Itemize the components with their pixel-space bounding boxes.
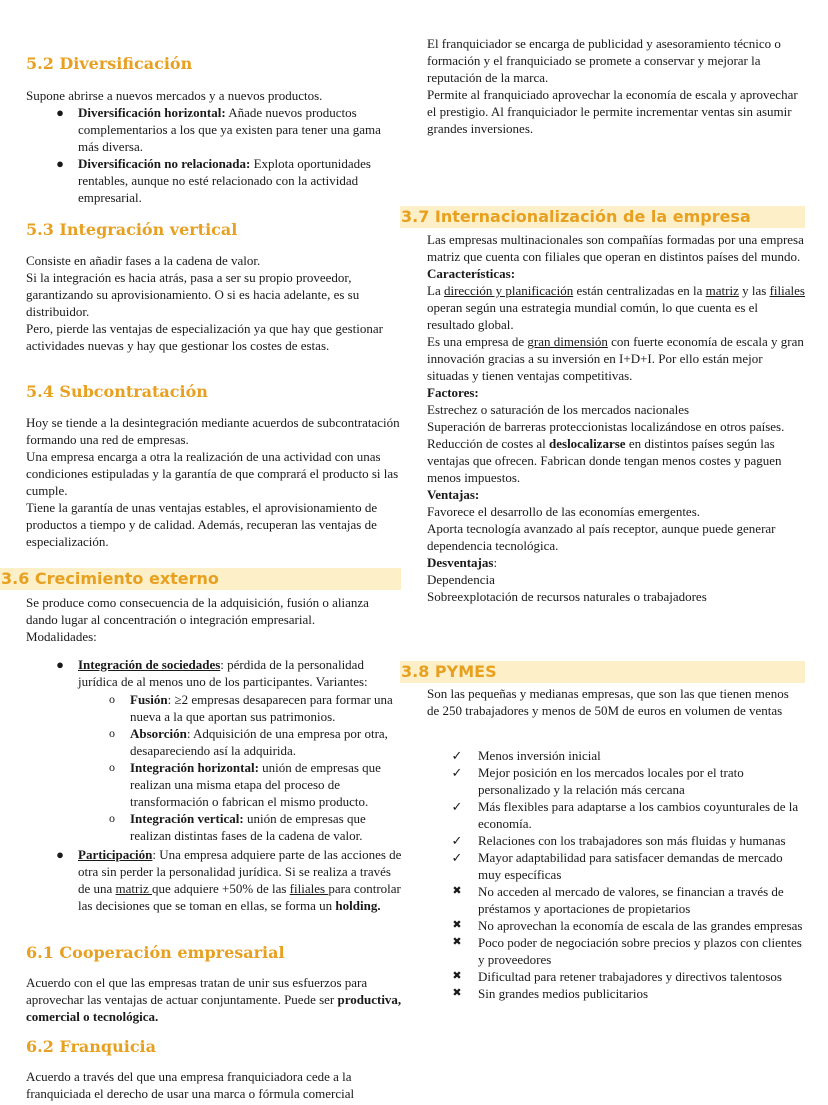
con-item: ✖ Sin grandes medios publicitarios (478, 985, 804, 1002)
s62-body: Acuerdo a través del que una empresa franquiciadora cede a la franquiciada el derecho de usar una marca o fórmula comercial (26, 1069, 355, 1101)
bullet-icon: ● (56, 156, 64, 171)
heading-5-3: 5.3 Integración vertical (26, 220, 238, 239)
con-item: ✖ No aprovechan la economía de escala de las grandes empresas (478, 917, 804, 934)
con-item: ✖ Dificultad para retener trabajadores y directivos talentosos (478, 968, 804, 985)
s37-caracteristicas: La dirección y planificación están centralizadas en la matriz y las filiales operan según una estrategia mundial común, lo que cuenta es el resultado global. (427, 283, 805, 332)
check-icon: ✓ (451, 765, 463, 780)
s53-body: Consiste en añadir fases a la cadena de valor. Si la integración es hacia atrás, pasa a ser su propio proveedor, garantizando su aprovisionamiento. O si es hacia adelante, es su distribuidor. Pero, pierde las ventajas de especialización ya que hay que gestionar actividades nuevas y hay que gestionar los costes de estas. (26, 253, 383, 353)
franquicia-continued: El franquiciador se encarga de publicidad y asesoramiento técnico o formación y el franquiciado se promete a conservar y mejorar la reputación de la marca. Permite al franquiciado aprovechar la economía de escala y aprovechar el prestigio. Al franquiciador le permite incrementar ventas sin asumir grandes inversiones. (427, 36, 798, 136)
s36-intro: Se produce como consecuencia de la adquisición, fusión o alianza dando lugar al concentración o integración empresarial. Modalidades: (26, 595, 369, 644)
s52-item-no-relacionada: ● Diversificación no relacionada: Explota oportunidades rentables, aunque no esté relacionado con la actividad empresarial. (78, 155, 403, 206)
circle-bullet-icon: o (109, 692, 115, 706)
heading-3-8: 3.8 PYMES (400, 661, 805, 683)
s52-intro: Supone abrirse a nuevos mercados y a nuevos productos. (26, 88, 323, 103)
pro-item: ✓ Más flexibles para adaptarse a los cambios coyunturales de la economía. (451, 799, 799, 831)
bullet-icon: ● (56, 657, 64, 672)
s36-participacion: ● Participación: Una empresa adquiere parte de las acciones de otra sin perder la personalidad jurídica. Si se realiza a través de una matriz que adquiere +50% de las filiales para controlar las decisiones que se toman en ellas, se forma un holding. (78, 846, 403, 914)
cross-icon: ✖ (452, 885, 462, 897)
s36-variants (109, 691, 402, 844)
heading-6-2: 6.2 Franquicia (26, 1037, 156, 1056)
s36-integracion: ● Integración de sociedades: pérdida de la personalidad jurídica de al menos uno de los participantes. Variantes: (78, 656, 403, 690)
s54-body: Hoy se tiende a la desintegración mediante acuerdos de subcontratación formando una red de empresas. Una empresa encarga a otra la realización de una actividad con unas condiciones estipuladas y la garantía de que comprará el producto si las cumple. Tiene la garantía de unas ventajas estables, el aprovisionamiento de productos a tiempo y de calidad. Además, recuperan las ventajas de especialización. (26, 415, 400, 549)
circle-bullet-icon: o (109, 726, 115, 740)
circle-bullet-icon: o (109, 760, 115, 774)
pro-item: ✓ Menos inversión inicial (451, 748, 601, 763)
s38-intro: Son las pequeñas y medianas empresas, que son las que tienen menos de 250 trabajadores y menos de 50M de euros en volumen de ventas (427, 686, 789, 718)
check-icon: ✓ (451, 799, 463, 814)
check-icon: ✓ (451, 850, 463, 865)
check-icon: ✓ (451, 748, 463, 763)
s52-list (56, 104, 403, 206)
heading-6-1: 6.1 Cooperación empresarial (26, 943, 285, 962)
pro-item: ✓ Relaciones con los trabajadores son más fluidas y humanas (451, 833, 786, 848)
s37-dimension: Es una empresa de gran dimensión con fuerte economía de escala y gran innovación gracias a su inversión en I+D+I. Por ello están mejor situadas y tienen ventajas competitivas. (427, 334, 804, 383)
pro-item: ✓ Mayor adaptabilidad para satisfacer demandas de mercado muy específicas (451, 850, 783, 882)
pro-item: ✓ Mejor posición en los mercados locales por el trato personalizado y la relación más cercana (451, 765, 744, 797)
cross-icon: ✖ (452, 987, 462, 999)
cross-icon: ✖ (452, 970, 462, 982)
s38-pros-list (451, 747, 804, 1002)
variant-integracion-vertical: o Integración vertical: unión de empresas que realizan distintas fases de la cadena de valor. (130, 810, 402, 844)
heading-5-2: 5.2 Diversificación (26, 54, 193, 73)
bullet-icon: ● (56, 105, 64, 120)
circle-bullet-icon: o (109, 811, 115, 825)
heading-5-4: 5.4 Subcontratación (26, 382, 208, 401)
s52-item-horizontal: ● Diversificación horizontal: Añade nuevos productos complementarios a los que ya existen para tener una gama más diversa. (78, 104, 403, 155)
con-item: ✖ No acceden al mercado de valores, se financian a través de préstamos y aportaciones de propietarios (478, 883, 804, 917)
heading-3-7: 3.7 Internacionalización de la empresa (400, 206, 805, 228)
variant-fusion: o Fusión: ≥2 empresas desaparecen para formar una nueva a la que aportan sus patrimonios. (130, 691, 402, 725)
s61-body: Acuerdo con el que las empresas tratan de unir sus esfuerzos para aprovechar las ventajas de actuar conjuntamente. Puede ser productiva, comercial o tecnológica. (26, 975, 402, 1024)
con-item: ✖ Poco poder de negociación sobre precios y plazos con clientes y proveedores (478, 934, 804, 968)
variant-absorcion: o Absorción: Adquisición de una empresa por otra, desapareciendo así la adquirida. (130, 725, 402, 759)
bullet-icon: ● (56, 847, 64, 862)
s37-body: Las empresas multinacionales son compañías formadas por una empresa matriz que cuenta con filiales que operan en distintos países del mundo. Características: La dirección y planificación están centralizadas en la matriz y las filiales operan según una estrategia mundial común, lo que cuenta es el resultado global. Es una empresa de gran dimensión con fuerte economía de escala y gran innovación gracias a su inversión en I+D+I. Por ello están mejor situadas y tienen ventajas competitivas. Factores: Estrechez o saturación de los mercados nacionales Superación de barreras proteccionistas localizándose en otros países. Reducción de costes al deslocalizarse en distintos países según las ventajas que ofrecen. Fabrican donde tengan menos costes y paguen menos impuestos. Ventajas: Favorece el desarrollo de las economías emergentes. Aporta tecnología avanzado al país receptor, aunque puede generar dependencia tecnológica. Desventajas: Dependencia Sobreexplotación de recursos naturales o trabajadores (427, 232, 805, 604)
cross-icon: ✖ (452, 919, 462, 931)
variant-integracion-horizontal: o Integración horizontal: unión de empresas que realizan una misma etapa del proceso de transformación o fabrican el mismo producto. (130, 759, 402, 810)
cross-icon: ✖ (452, 936, 462, 948)
heading-3-6: 3.6 Crecimiento externo (0, 568, 401, 590)
check-icon: ✓ (451, 833, 463, 848)
